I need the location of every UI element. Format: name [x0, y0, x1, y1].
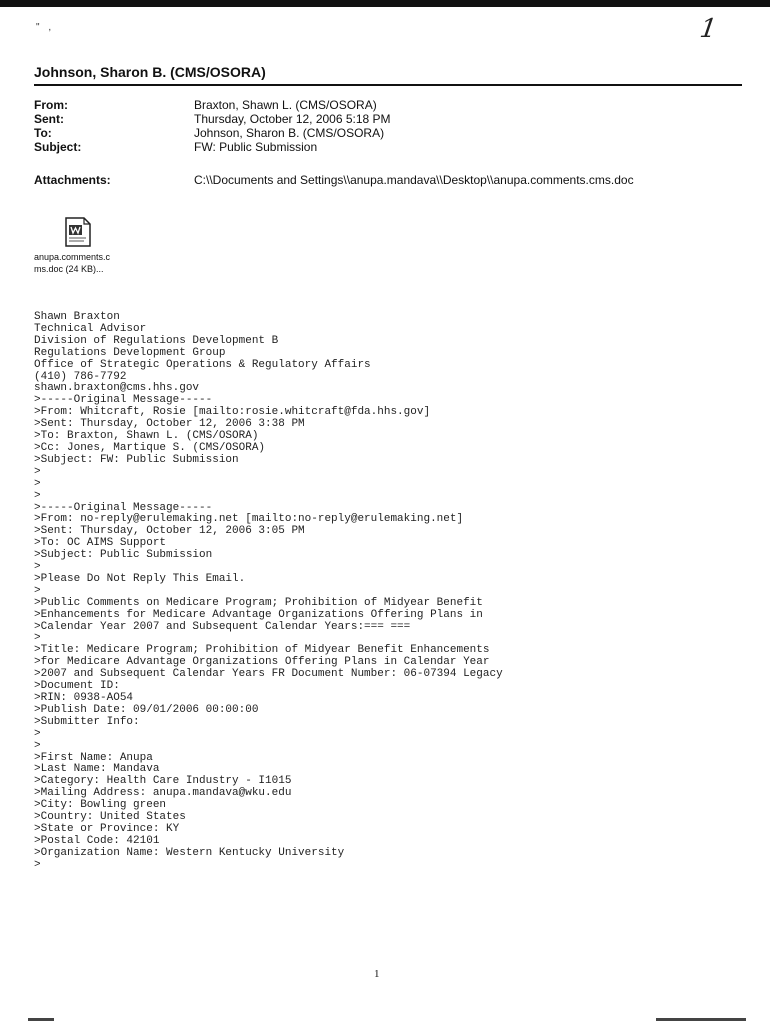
body-line: Technical Advisor	[34, 322, 147, 335]
body-line: >Postal Code: 42101	[34, 834, 160, 847]
top-border	[0, 0, 770, 7]
sent-value: Thursday, October 12, 2006 5:18 PM	[194, 112, 391, 126]
body-line: shawn.braxton@cms.hhs.gov	[34, 382, 200, 395]
body-line: >From: Whitcraft, Rosie [mailto:rosie.whitcraft@fda.hhs.gov]	[34, 406, 431, 419]
body-line: >	[34, 477, 41, 490]
to-value: Johnson, Sharon B. (CMS/OSORA)	[194, 126, 385, 140]
body-line: >Cc: Jones, Martique S. (CMS/OSORA)	[34, 441, 266, 454]
body-line: >-----Original Message-----	[34, 501, 213, 514]
body-line: >To: Braxton, Shawn L. (CMS/OSORA)	[34, 430, 259, 443]
handwritten-page-number: 1	[697, 14, 719, 44]
from-label: From:	[34, 98, 68, 112]
body-line: >Enhancements for Medicare Advantage Organizations Offering Plans in	[34, 608, 483, 621]
to-row	[34, 126, 734, 140]
body-line: >Last Name: Mandava	[34, 763, 160, 776]
body-line: >First Name: Anupa	[34, 751, 153, 764]
attachment-caption-line2: ms.doc (24 KB)...	[34, 264, 104, 274]
body-line: >To: OC AIMS Support	[34, 537, 167, 550]
attachments-row	[34, 173, 754, 187]
subject-value: FW: Public Submission	[194, 140, 318, 154]
body-line: >	[34, 465, 41, 478]
body-line: >Category: Health Care Industry - I1015	[34, 775, 292, 788]
body-line: >	[34, 632, 41, 645]
body-line: >Submitter Info:	[34, 715, 140, 728]
sent-row	[34, 112, 734, 126]
body-line: Shawn Braxton	[34, 311, 120, 323]
email-header	[34, 98, 734, 154]
body-line: Office of Strategic Operations & Regulatory Affairs	[34, 358, 371, 371]
attachment-caption[interactable]	[34, 251, 154, 275]
body-line: >Calendar Year 2007 and Subsequent Calendar Years:=== ===	[34, 620, 411, 633]
body-line: >Sent: Thursday, October 12, 2006 3:05 PM	[34, 525, 305, 538]
body-line: >Mailing Address: anupa.mandava@wku.edu	[34, 787, 292, 800]
body-line: >for Medicare Advantage Organizations Offering Plans in Calendar Year	[34, 656, 490, 669]
body-line: >2007 and Subsequent Calendar Years FR Document Number: 06-07394 Legacy	[34, 668, 503, 681]
body-line: >Sent: Thursday, October 12, 2006 3:38 PM	[34, 418, 305, 431]
body-line: >-----Original Message-----	[34, 394, 213, 407]
body-line: >	[34, 489, 41, 502]
body-line: >	[34, 858, 41, 871]
sent-label: Sent:	[34, 112, 64, 126]
document-owner-name: Johnson, Sharon B. (CMS/OSORA)	[34, 64, 266, 80]
body-line: >	[34, 739, 41, 752]
body-line: >Title: Medicare Program; Prohibition of Midyear Benefit Enhancements	[34, 644, 490, 657]
body-line: Regulations Development Group	[34, 346, 226, 359]
body-line: >Public Comments on Medicare Program; Prohibition of Midyear Benefit	[34, 596, 483, 609]
body-line: >RIN: 0938-AO54	[34, 692, 134, 704]
to-label: To:	[34, 126, 52, 140]
scan-edge-right	[656, 1018, 746, 1021]
body-line: (410) 786-7792	[34, 370, 127, 383]
body-line: >City: Bowling green	[34, 799, 167, 812]
body-line: >State or Province: KY	[34, 822, 180, 835]
body-line: >Organization Name: Western Kentucky University	[34, 846, 345, 859]
body-line: >	[34, 561, 41, 574]
body-line: >From: no-reply@erulemaking.net [mailto:no-reply@erulemaking.net]	[34, 513, 464, 526]
from-value: Braxton, Shawn L. (CMS/OSORA)	[194, 98, 377, 112]
body-line: >Subject: FW: Public Submission	[34, 453, 239, 466]
body-line: Division of Regulations Development B	[34, 334, 279, 347]
scan-mark: " ,	[36, 22, 55, 33]
attachments-value: C:\\Documents and Settings\\anupa.mandava\\Desktop\\anupa.comments.cms.doc	[194, 173, 634, 187]
header-rule	[34, 84, 742, 86]
word-document-icon[interactable]	[56, 214, 98, 250]
footer-page-number: 1	[374, 968, 380, 980]
body-line: >Country: United States	[34, 811, 186, 824]
scan-edge-left	[28, 1018, 54, 1021]
body-line: >Publish Date: 09/01/2006 00:00:00	[34, 703, 259, 716]
body-line: >Subject: Public Submission	[34, 549, 213, 562]
subject-row	[34, 140, 734, 154]
body-line: >Please Do Not Reply This Email.	[34, 572, 246, 585]
attachment-caption-line1: anupa.comments.c	[34, 252, 111, 262]
attachments-label: Attachments:	[34, 173, 111, 187]
email-body	[34, 312, 754, 872]
body-line: >Document ID:	[34, 680, 120, 693]
body-line: >	[34, 584, 41, 597]
body-line: >	[34, 727, 41, 740]
subject-label: Subject:	[34, 140, 82, 154]
from-row	[34, 98, 734, 112]
